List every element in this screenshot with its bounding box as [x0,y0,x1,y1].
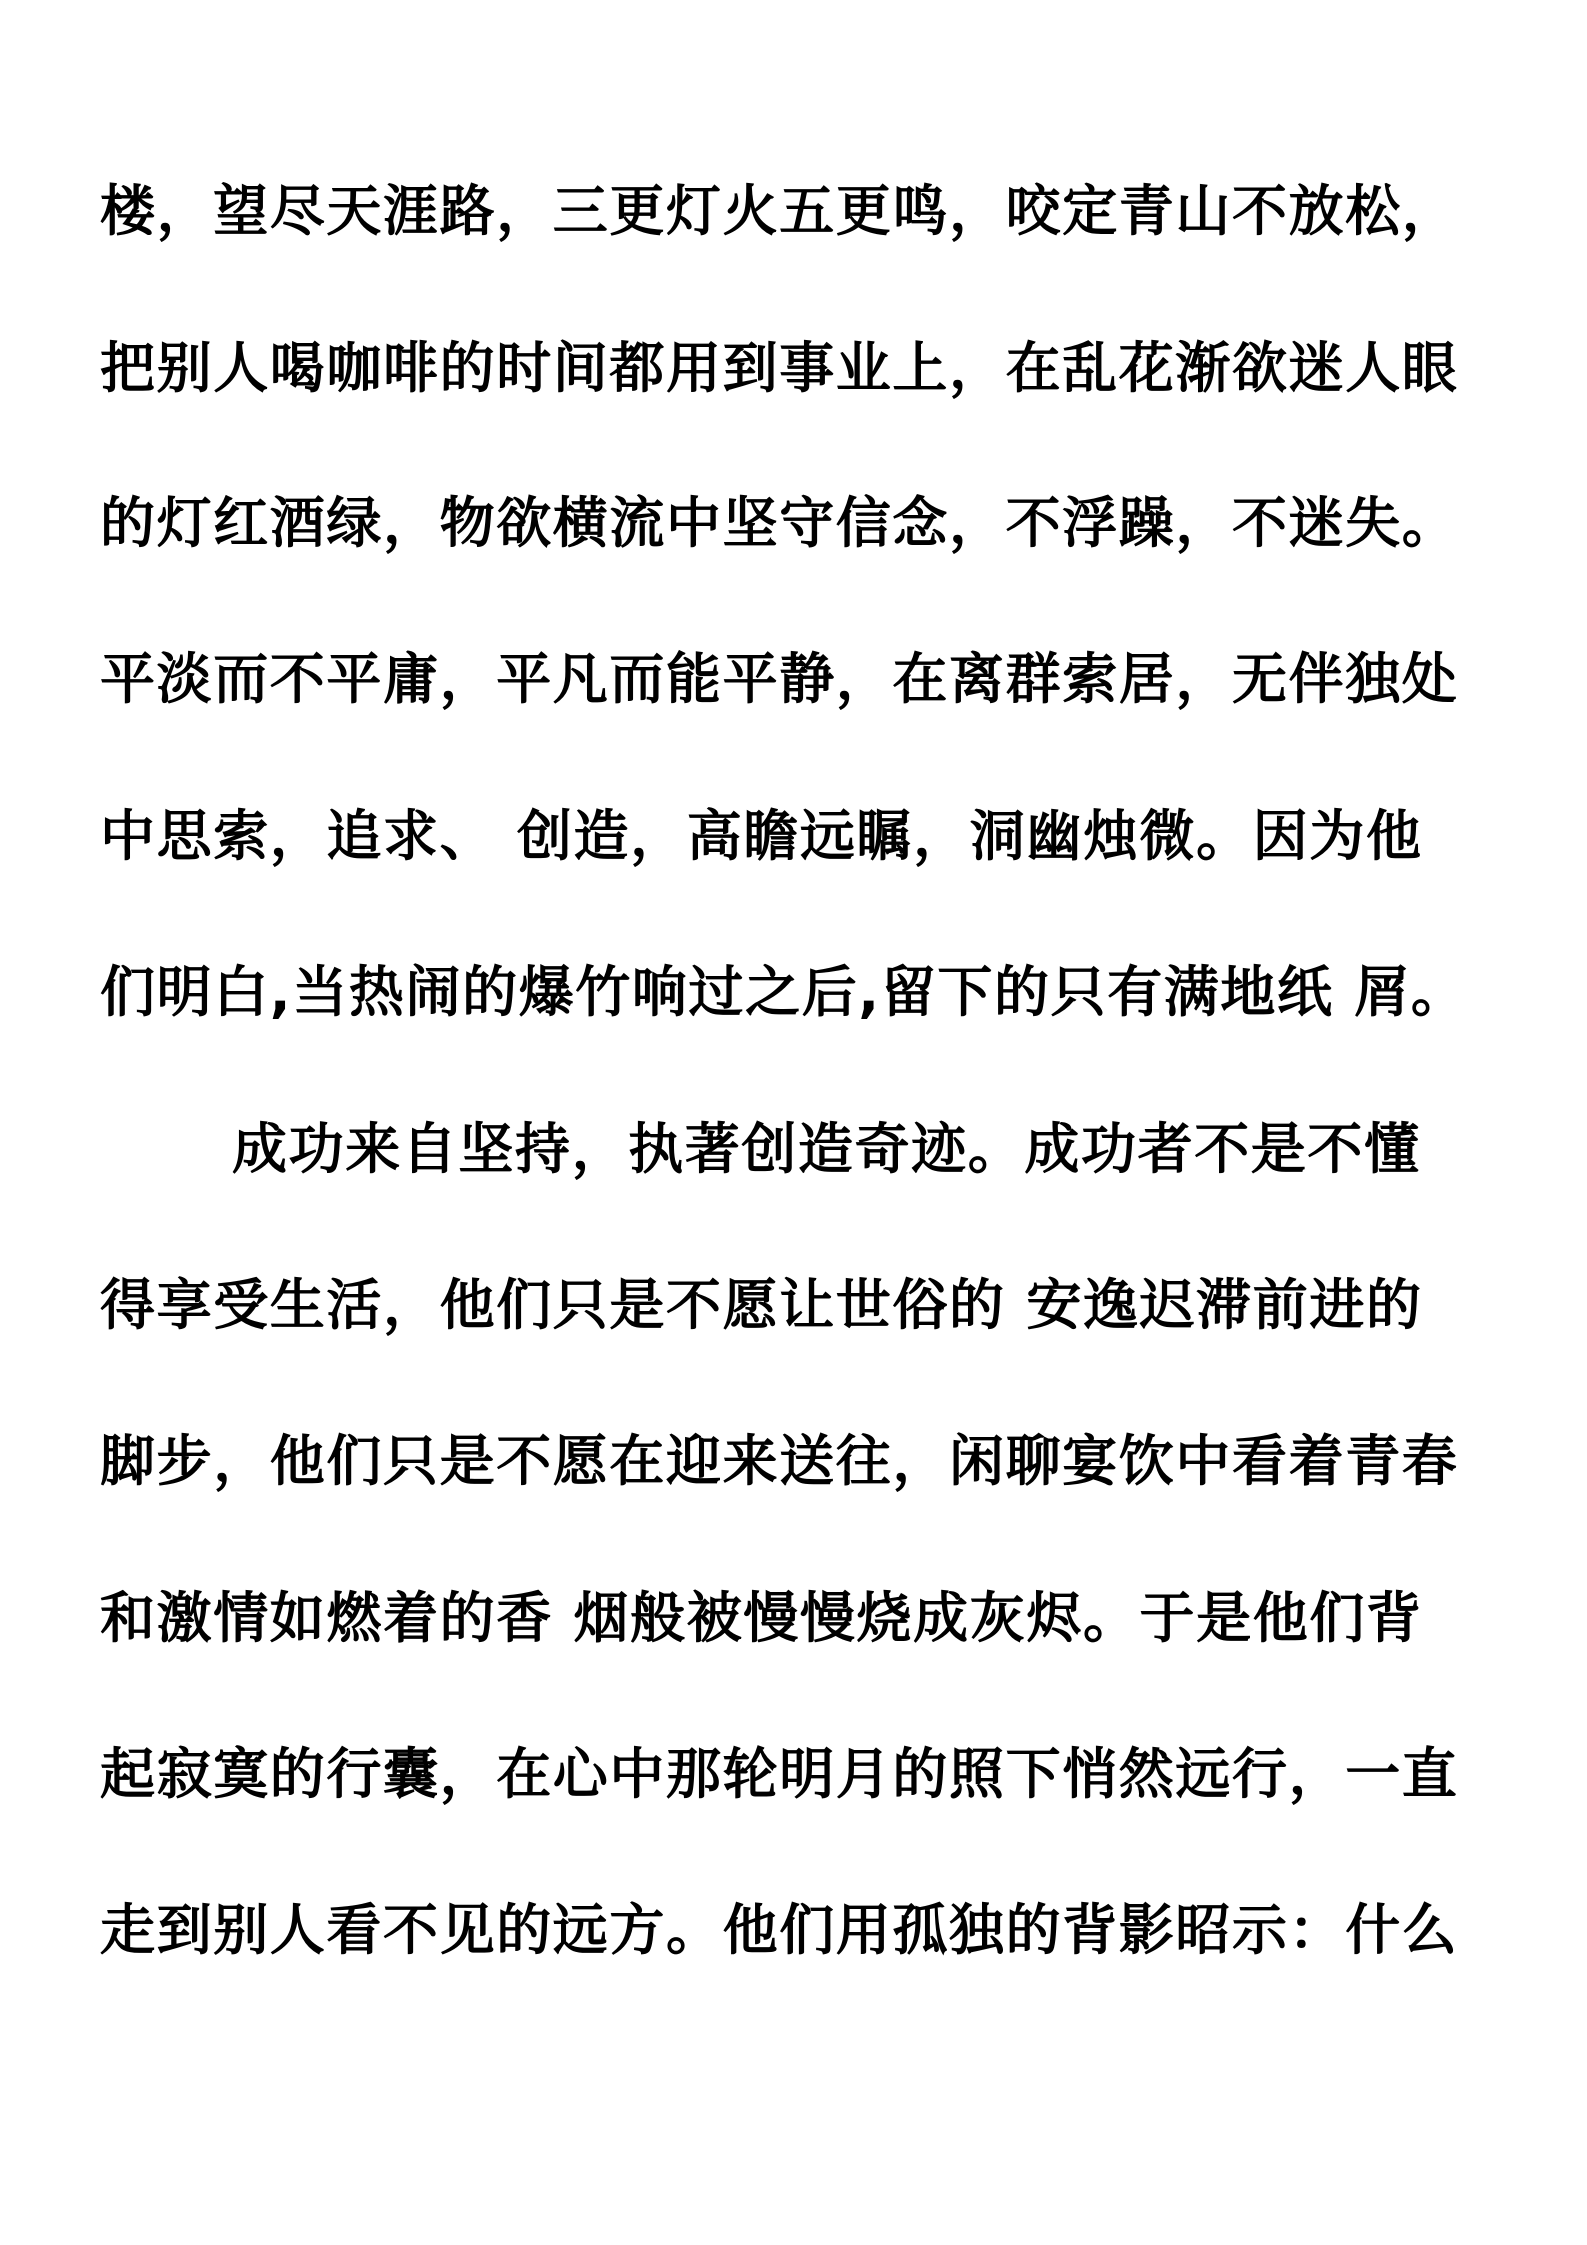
text-line: 起寂寞的行囊，在心中那轮明月的照下悄然远行，一直 [100,1742,1459,1806]
text-line: 得享受生活，他们只是不愿让世俗的 安逸迟滞前进的 [100,1273,1423,1337]
paragraph-start-line: 成功来自坚持，执著创造奇迹。成功者不是不懂 [232,1117,1421,1181]
text-line: 楼，望尽天涯路，三更灯火五更鸣，咬定青山不放松， [100,179,1459,243]
text-line: 把别人喝咖啡的时间都用到事业上，在乱花渐欲迷人眼 [100,336,1459,400]
text-line: 脚步，他们只是不愿在迎来送往，闲聊宴饮中看着青春 [100,1429,1459,1493]
text-line: 的灯红酒绿，物欲横流中坚守信念，不浮躁，不迷失。 [100,491,1459,555]
text-line: 走到别人看不见的远方。他们用孤独的背影昭示：什么 [100,1898,1459,1962]
text-line: 们明白,当热闹的爆竹响过之后,留下的只有满地纸 屑。 [100,960,1468,1024]
text-line: 平淡而不平庸，平凡而能平静，在离群索居，无伴独处 [100,647,1459,711]
text-line: 和激情如燃着的香 烟般被慢慢烧成灰烬。于是他们背 [100,1586,1423,1650]
text-line: 中思索，追求、 创造，高瞻远瞩，洞幽烛微。因为他 [100,804,1423,868]
